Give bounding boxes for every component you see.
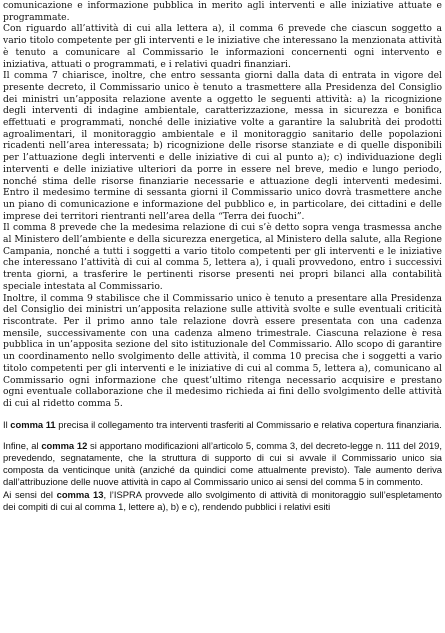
comma-12-prefix: Infine, al (3, 439, 42, 451)
paragraph-comma-9-10: Inoltre, il comma 9 stabilisce che il Commissario unico è tenuto a presentare alla Presidenza del Consiglio dei ministri un’apposita relazione sulle attività svolte e sulle eventuali criticità riscontrate. Per il primo anno tale relazione dovrà essere presentata con una cadenza mensile, successivamente con una cadenza almeno trimestrale. Ciascuna relazione è resa pubblica in un’apposita sezione del sito istituzionale del Commissario. Allo scopo di garantire un coordinamento nello svolgimento delle attività, il comma 10 precisa che i soggetti a vario titolo competenti per gli interventi e le iniziative di cui al comma 5, lettera a), comunicano al Commissario ogni informazione che quest’ultimo ritenga necessario acquisire e prestano ogni eventuale collaborazione che il medesimo richieda ai fini dello svolgimento delle attività di cui al ridetto comma 5. (3, 292, 442, 409)
comma-13-body: , l’ISPRA provvede allo svolgimento di attività di monitoraggio sull’espletamento dei compiti di cui al comma 1, lettere a), b) e c), rendendo pubblici i relativi esiti (3, 488, 443, 512)
paragraph-comma-12 (3, 440, 442, 489)
comma-12-body: si apportano modificazioni all’articolo 5, comma 3, del decreto-legge n. 111 del 2019, prevedendo, segnatamente, che la struttura di supporto di cui si avvale il Commissario unico sia composta da venticinque unità (anziché da quindici come attualmente previsto). Tale aumento deriva dall’attribuzione delle nuove attività in capo al Commissario unico ai sensi del comma 5 in commento. (3, 439, 443, 488)
comma-12-label: comma 12 (41, 439, 88, 451)
paragraph-spacer (3, 431, 442, 440)
paragraph-comma-11 (3, 419, 442, 431)
comma-11-label: comma 11 (10, 418, 56, 430)
paragraph-intro-continuation: comunicazione e informazione pubblica in merito agli interventi e alle iniziative attuate e programmate. (3, 0, 442, 23)
paragraph-comma-13 (3, 489, 442, 513)
comma-11-body: precisa il collegamento tra interventi trasferiti al Commissario e relativa copertura finanziaria. (55, 418, 442, 430)
comma-13-label: comma 13 (56, 488, 104, 500)
paragraph-comma-8: Il comma 8 prevede che la medesima relazione di cui s’è detto sopra venga trasmessa anche al Ministero dell’ambiente e della sicurezza energetica, al Ministero della salute, alla Regione Campania, nonché a tutti i soggetti a vario titolo competenti per gli interventi e le iniziative che interessano l’attività di cui al comma 5, lettera a), i quali provvedono, entro i successivi trenta giorni, a trasferire le pertinenti risorse presenti nei propri bilanci alla contabilità speciale intestata al Commissario. (3, 222, 442, 292)
paragraph-comma-7: Il comma 7 chiarisce, inoltre, che entro sessanta giorni dalla data di entrata in vigore del presente decreto, il Commissario unico è tenuto a trasmettere alla Presidenza del Consiglio dei ministri un’apposita relazione avente a oggetto le seguenti attività: a) la ricognizione degli interventi di indagine ambientale, caratterizzazione, messa in sicurezza e bonifica effettuati e programmati, nonché delle iniziative volte a garantire la salubrità dei prodotti agroalimentari, il monitoraggio ambientale e il monitoraggio sanitario delle popolazioni ricadenti nell’area interessata; b) ricognizione delle risorse stanziate e di quelle disponibili per l’attuazione degli interventi e delle iniziative di cui al punto a); c) individuazione degli interventi e delle iniziative ulteriori da porre in essere nel breve, medio e lungo periodo, nonché stima delle risorse finanziarie necessarie e attuazione degli interventi medesimi. Entro il medesimo termine di sessanta giorni il Commissario unico dovrà trasmettere anche un piano di comunicazione e informazione del pubblico e, in particolare, dei cittadini e delle imprese dei territori rientranti nell’area della “Terra dei fuochi”. (3, 70, 442, 222)
comma-11-prefix: Il (3, 418, 11, 430)
paragraph-comma-6: Con riguardo all’attività di cui alla lettera a), il comma 6 prevede che ciascun soggetto a vario titolo competente per gli interventi e le iniziative che interessano la menzionata attività è tenuto a comunicare al Commissario le informazioni concernenti ogni intervento e iniziativa, attuati o programmati, e i relativi quadri finanziari. (3, 23, 442, 70)
comma-13-prefix: Ai sensi del (3, 488, 57, 500)
paragraph-spacer (3, 410, 442, 419)
